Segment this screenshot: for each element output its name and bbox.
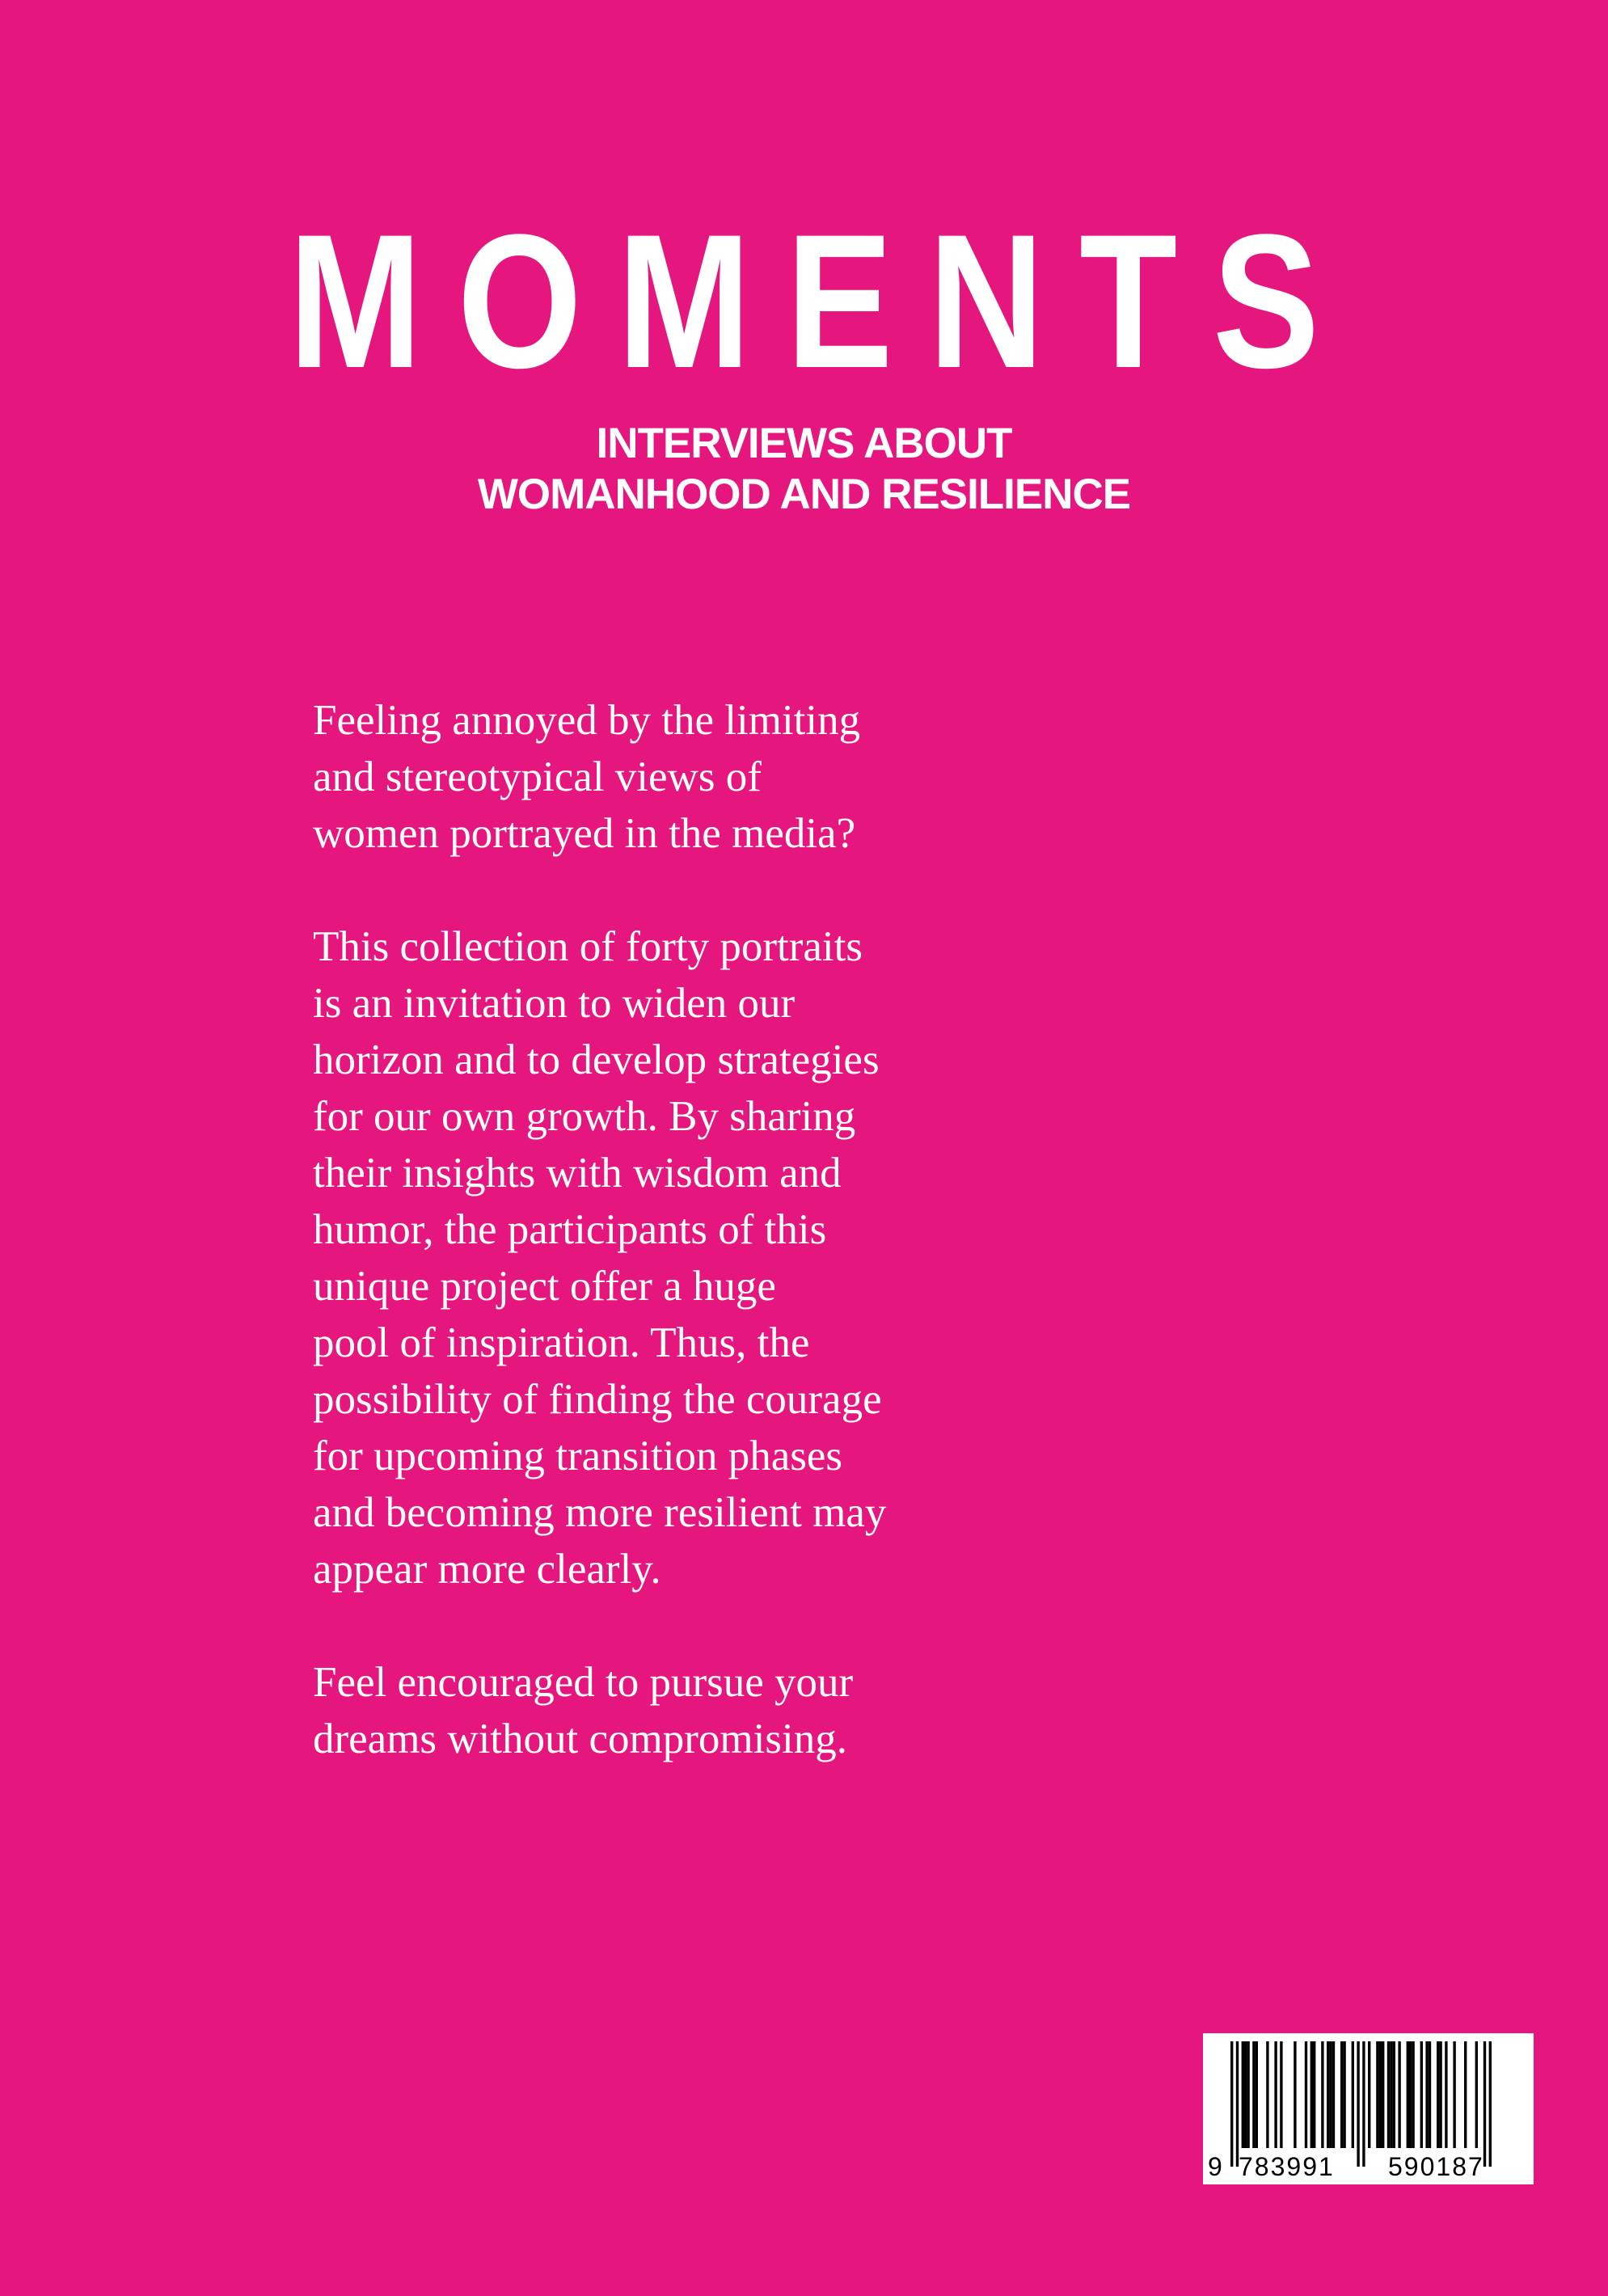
blurb-line: is an invitation to widen our bbox=[313, 980, 796, 1027]
barcode-bar bbox=[1280, 2041, 1282, 2148]
blurb-text bbox=[313, 692, 1008, 1824]
barcode-bar bbox=[1294, 2041, 1296, 2148]
blurb-line: Feel encouraged to pursue your bbox=[313, 1659, 854, 1706]
blurb-line: humor, the participants of this bbox=[313, 1206, 827, 1253]
barcode-bar bbox=[1382, 2041, 1384, 2148]
barcode-bar bbox=[1409, 2041, 1412, 2148]
blurb-line: for our own growth. By sharing bbox=[313, 1093, 856, 1140]
barcode-bar bbox=[1475, 2041, 1478, 2148]
barcode-bar bbox=[1266, 2041, 1268, 2148]
barcode-bar bbox=[1420, 2041, 1423, 2148]
barcode-guard-bar bbox=[1230, 2041, 1233, 2167]
blurb-line: and stereotypical views of bbox=[313, 753, 762, 800]
barcode-guard-bar bbox=[1236, 2041, 1239, 2167]
book-title: MOMENTS bbox=[288, 195, 1355, 408]
barcode-bar bbox=[1256, 2041, 1258, 2148]
barcode-bar bbox=[1305, 2041, 1307, 2148]
blurb-line: horizon and to develop strategies bbox=[313, 1036, 880, 1083]
barcode-bar bbox=[1379, 2041, 1382, 2148]
blurb-line: their insights with wisdom and bbox=[313, 1150, 842, 1197]
barcode-bar bbox=[1390, 2041, 1392, 2148]
blurb-line: Feeling annoyed by the limiting bbox=[313, 697, 861, 744]
barcode-bar bbox=[1242, 2041, 1244, 2148]
blurb-paragraph bbox=[313, 692, 1008, 862]
barcode-bar bbox=[1464, 2041, 1467, 2148]
blurb-line: and becoming more resilient may bbox=[313, 1489, 887, 1536]
barcode-bar bbox=[1252, 2041, 1255, 2148]
barcode-bar bbox=[1332, 2041, 1335, 2148]
barcode-bar bbox=[1445, 2041, 1447, 2148]
blurb-line: appear more clearly. bbox=[313, 1546, 661, 1593]
barcode-guard-bar bbox=[1357, 2041, 1359, 2167]
barcode-bar bbox=[1376, 2041, 1378, 2148]
barcode-bar bbox=[1412, 2041, 1414, 2148]
blurb-line: dreams without compromising. bbox=[313, 1716, 847, 1762]
barcode-bar bbox=[1329, 2041, 1332, 2148]
blurb-line: for upcoming transition phases bbox=[313, 1433, 843, 1479]
barcode-digit-first: 9 bbox=[1208, 2152, 1222, 2181]
barcode-guard-bar bbox=[1362, 2041, 1365, 2167]
barcode-bar bbox=[1407, 2041, 1409, 2148]
subtitle-line: WOMANHOOD AND RESILIENCE bbox=[477, 471, 1131, 518]
barcode-bar bbox=[1313, 2041, 1315, 2148]
book-subtitle bbox=[0, 418, 1608, 520]
barcode-digits-right: 590187 bbox=[1388, 2152, 1484, 2181]
blurb-paragraph bbox=[313, 918, 1008, 1597]
barcode-bar bbox=[1439, 2041, 1441, 2148]
barcode-guard-bar bbox=[1483, 2041, 1486, 2167]
barcode-bar bbox=[1387, 2041, 1390, 2148]
barcode-guard-bar bbox=[1489, 2041, 1492, 2167]
barcode-digits-left: 783991 bbox=[1239, 2152, 1335, 2181]
barcode-bar bbox=[1321, 2041, 1323, 2148]
blurb-line: women portrayed in the media? bbox=[313, 810, 856, 857]
isbn-barcode bbox=[1203, 2033, 1534, 2184]
barcode-bar bbox=[1244, 2041, 1247, 2148]
blurb-line: This collection of forty portraits bbox=[313, 923, 863, 970]
barcode-bar bbox=[1453, 2041, 1455, 2148]
subtitle-line: INTERVIEWS ABOUT bbox=[596, 420, 1012, 467]
blurb-line: pool of inspiration. Thus, the bbox=[313, 1319, 810, 1366]
barcode-bar bbox=[1393, 2041, 1395, 2148]
barcode-bar bbox=[1425, 2041, 1428, 2148]
barcode-bar bbox=[1429, 2041, 1431, 2148]
barcode-bar bbox=[1274, 2041, 1277, 2148]
barcode-bar bbox=[1343, 2041, 1345, 2148]
barcode-bar bbox=[1437, 2041, 1439, 2148]
blurb-line: unique project offer a huge bbox=[313, 1263, 776, 1310]
barcode-bar bbox=[1310, 2041, 1313, 2148]
barcode-bar bbox=[1340, 2041, 1343, 2148]
barcode-bar bbox=[1247, 2041, 1249, 2148]
barcode-bar bbox=[1398, 2041, 1400, 2148]
barcode-bar bbox=[1327, 2041, 1329, 2148]
barcode-bar bbox=[1352, 2041, 1354, 2148]
barcode-bar bbox=[1368, 2041, 1370, 2148]
blurb-line: possibility of finding the courage bbox=[313, 1376, 882, 1423]
blurb-paragraph bbox=[313, 1654, 1008, 1767]
